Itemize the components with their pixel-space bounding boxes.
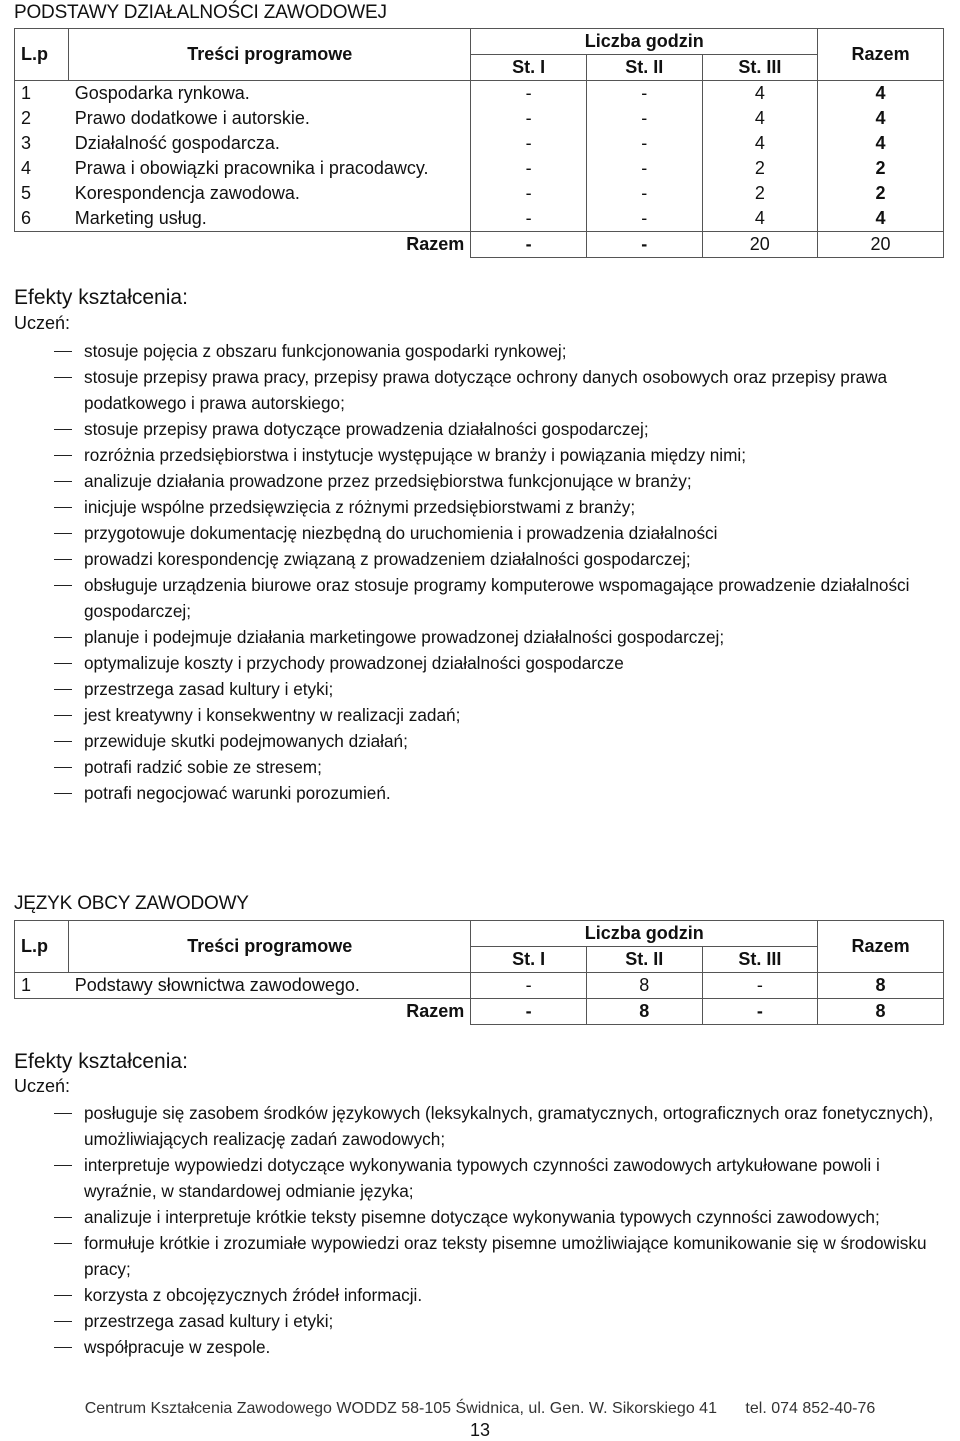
dash-bullet-icon: [54, 507, 72, 508]
list-item-text: potrafi radzić sobie ze stresem;: [84, 757, 322, 777]
list-item: [50, 650, 955, 676]
row-st2: -: [586, 206, 702, 232]
dash-bullet-icon: [54, 715, 72, 716]
list-item-text: przewiduje skutki podejmowanych działań;: [84, 731, 408, 751]
row-st3: -: [702, 973, 818, 999]
header-total: Razem: [818, 921, 944, 973]
list-item: [50, 624, 955, 650]
row-title: Gospodarka rynkowa.: [69, 81, 471, 107]
list-item-text: optymalizuje koszty i przychody prowadzonej działalności gospodarcze: [84, 653, 624, 673]
row-st2: -: [586, 156, 702, 181]
dash-bullet-icon: [54, 1113, 72, 1114]
list-item-text: analizuje działania prowadzone przez przedsiębiorstwa funkcjonujące w branży;: [84, 471, 692, 491]
dash-bullet-icon: [54, 1321, 72, 1322]
row-st3: 4: [702, 206, 818, 232]
effects-heading: Efekty kształcenia:: [14, 1050, 188, 1073]
list-item: [50, 1230, 955, 1282]
list-item-text: rozróżnia przedsiębiorstwa i instytucje występujące w branży i powiązania między nimi;: [84, 445, 746, 465]
list-item-text: potrafi negocjować warunki porozumień.: [84, 783, 391, 803]
header-title: Treści programowe: [69, 29, 471, 81]
list-item: [50, 702, 955, 728]
header-st3: St. III: [702, 55, 818, 81]
row-st1: -: [471, 81, 587, 107]
header-title: Treści programowe: [69, 921, 471, 973]
row-st2: -: [586, 181, 702, 206]
row-st1: -: [471, 156, 587, 181]
list-item: [50, 494, 955, 520]
program-table: [14, 920, 944, 1025]
header-st2: St. II: [586, 55, 702, 81]
row-lp: 5: [15, 181, 69, 206]
sum-label: Razem: [406, 234, 465, 255]
header-hours: Liczba godzin: [471, 921, 818, 947]
table-row: [15, 181, 944, 206]
row-lp: 1: [15, 973, 69, 999]
dash-bullet-icon: [54, 1295, 72, 1296]
footer-institution: Centrum Kształcenia Zawodowego WODDZ 58-105 Świdnica, ul. Gen. W. Sikorskiego 41: [84, 1400, 717, 1417]
row-total: 4: [818, 131, 944, 156]
list-item: [50, 1334, 955, 1360]
dash-bullet-icon: [54, 741, 72, 742]
row-st1: -: [471, 206, 587, 232]
list-item-text: przygotowuje dokumentację niezbędną do uruchomienia i prowadzenia działalności: [84, 523, 718, 543]
list-item: [50, 520, 955, 546]
sum-st3: 20: [702, 232, 818, 258]
dash-bullet-icon: [54, 767, 72, 768]
row-title: Podstawy słownictwa zawodowego.: [69, 973, 471, 999]
list-item: [50, 1308, 955, 1334]
list-item-text: analizuje i interpretuje krótkie teksty pisemne dotyczące wykonywania typowych czynności zawodowych;: [84, 1207, 880, 1227]
row-total: 4: [818, 106, 944, 131]
row-lp: 4: [15, 156, 69, 181]
row-st2: -: [586, 131, 702, 156]
row-lp: 6: [15, 206, 69, 232]
row-lp: 1: [15, 81, 69, 107]
list-item-text: formułuje krótkie i zrozumiałe wypowiedzi oraz teksty pisemne umożliwiające komunikowanie się w środowisku pracy;: [84, 1233, 927, 1279]
row-st3: 4: [702, 131, 818, 156]
page-number: 13: [469, 1420, 491, 1440]
list-item-text: korzysta z obcojęzycznych źródeł informacji.: [84, 1285, 423, 1305]
list-item-text: stosuje pojęcia z obszaru funkcjonowania gospodarki rynkowej;: [84, 341, 567, 361]
list-item: [50, 728, 955, 754]
list-item-text: jest kreatywny i konsekwentny w realizacji zadań;: [84, 705, 461, 725]
row-st3: 2: [702, 181, 818, 206]
list-item-text: przestrzega zasad kultury i etyki;: [84, 1311, 334, 1331]
row-total: 2: [818, 181, 944, 206]
row-title: Korespondencja zawodowa.: [69, 181, 471, 206]
row-title: Działalność gospodarcza.: [69, 131, 471, 156]
list-item: [50, 546, 955, 572]
header-lp: L.p: [15, 29, 69, 81]
list-item: [50, 364, 955, 416]
row-st1: -: [471, 181, 587, 206]
row-st2: -: [586, 106, 702, 131]
list-item: [50, 1204, 955, 1230]
table-row: [15, 131, 944, 156]
header-hours: Liczba godzin: [471, 29, 818, 55]
table-body: [15, 973, 944, 999]
table-row: [15, 206, 944, 232]
header-st1: St. I: [471, 947, 587, 973]
section-title: PODSTAWY DZIAŁALNOŚCI ZAWODOWEJ: [14, 2, 387, 23]
table-row: [15, 81, 944, 107]
effects-heading: Efekty kształcenia:: [14, 286, 188, 309]
section-title: JĘZYK OBCY ZAWODOWY: [14, 893, 249, 914]
dash-bullet-icon: [54, 637, 72, 638]
dash-bullet-icon: [54, 689, 72, 690]
list-item: [50, 416, 955, 442]
row-total: 8: [818, 973, 944, 999]
list-item: [50, 1282, 955, 1308]
dash-bullet-icon: [54, 1347, 72, 1348]
row-st3: 4: [702, 106, 818, 131]
dash-bullet-icon: [54, 1165, 72, 1166]
header-st3: St. III: [702, 947, 818, 973]
sum-total: 20: [818, 232, 944, 258]
list-item: [50, 442, 955, 468]
dash-bullet-icon: [54, 1243, 72, 1244]
list-item-text: współpracuje w zespole.: [84, 1337, 271, 1357]
dash-bullet-icon: [54, 559, 72, 560]
sum-st3: -: [702, 999, 818, 1025]
dash-bullet-icon: [54, 533, 72, 534]
list-item: [50, 338, 955, 364]
table-row: [15, 156, 944, 181]
row-title: Prawo dodatkowe i autorskie.: [69, 106, 471, 131]
header-total: Razem: [818, 29, 944, 81]
list-item: [50, 468, 955, 494]
sum-st1: -: [471, 999, 587, 1025]
dash-bullet-icon: [54, 663, 72, 664]
list-item-text: przestrzega zasad kultury i etyki;: [84, 679, 334, 699]
row-title: Marketing usług.: [69, 206, 471, 232]
dash-bullet-icon: [54, 455, 72, 456]
footer-phone: tel. 074 852-40-76: [745, 1400, 876, 1417]
sum-st2: -: [586, 232, 702, 258]
row-st1: -: [471, 973, 587, 999]
row-total: 4: [818, 206, 944, 232]
list-item: [50, 754, 955, 780]
list-item-text: interpretuje wypowiedzi dotyczące wykonywania typowych czynności zawodowych artykułowane powoli i wyraźnie, w standardowej odmianie języka;: [84, 1155, 880, 1201]
list-item-text: stosuje przepisy prawa dotyczące prowadzenia działalności gospodarczej;: [84, 419, 649, 439]
header-lp: L.p: [15, 921, 69, 973]
row-total: 4: [818, 81, 944, 107]
table-body: [15, 81, 944, 232]
student-label: Uczeń:: [14, 1076, 71, 1096]
list-item-text: obsługuje urządzenia biurowe oraz stosuje programy komputerowe wspomagające prowadzenie działalności gospodarczej;: [84, 575, 910, 621]
list-item: [50, 676, 955, 702]
header-st1: St. I: [471, 55, 587, 81]
row-title: Prawa i obowiązki pracownika i pracodawcy.: [69, 156, 471, 181]
dash-bullet-icon: [54, 377, 72, 378]
row-st2: 8: [586, 973, 702, 999]
list-item: [50, 572, 955, 624]
list-item: [50, 780, 955, 806]
dash-bullet-icon: [54, 351, 72, 352]
dash-bullet-icon: [54, 1217, 72, 1218]
page-footer: [0, 1400, 960, 1418]
row-lp: 3: [15, 131, 69, 156]
row-lp: 2: [15, 106, 69, 131]
sum-label: Razem: [406, 1001, 465, 1022]
list-item-text: prowadzi korespondencję związaną z prowadzeniem działalności gospodarczej;: [84, 549, 691, 569]
row-st1: -: [471, 131, 587, 156]
table-row: [15, 973, 944, 999]
effects-list: [50, 338, 955, 806]
list-item-text: planuje i podejmuje działania marketingowe prowadzonej działalności gospodarczej;: [84, 627, 725, 647]
program-table: [14, 28, 944, 258]
sum-total: 8: [818, 999, 944, 1025]
list-item: [50, 1152, 955, 1204]
dash-bullet-icon: [54, 585, 72, 586]
student-label: Uczeń:: [14, 313, 71, 333]
header-st2: St. II: [586, 947, 702, 973]
list-item-text: inicjuje wspólne przedsięwzięcia z różnymi przedsiębiorstwami z branży;: [84, 497, 636, 517]
row-st3: 2: [702, 156, 818, 181]
row-st1: -: [471, 106, 587, 131]
row-st3: 4: [702, 81, 818, 107]
list-item-text: stosuje przepisy prawa pracy, przepisy prawa dotyczące ochrony danych osobowych oraz przepisy prawa podatkowego i prawa autorskiego;: [84, 367, 888, 413]
table-row: [15, 106, 944, 131]
sum-st2: 8: [586, 999, 702, 1025]
dash-bullet-icon: [54, 793, 72, 794]
dash-bullet-icon: [54, 429, 72, 430]
list-item-text: posługuje się zasobem środków językowych (leksykalnych, gramatycznych, ortograficznych oraz fonetycznych), umożliwiających realizację zadań zawodowych;: [84, 1103, 934, 1149]
row-st2: -: [586, 81, 702, 107]
dash-bullet-icon: [54, 481, 72, 482]
row-total: 2: [818, 156, 944, 181]
sum-st1: -: [471, 232, 587, 258]
effects-list: [50, 1100, 955, 1360]
list-item: [50, 1100, 955, 1152]
